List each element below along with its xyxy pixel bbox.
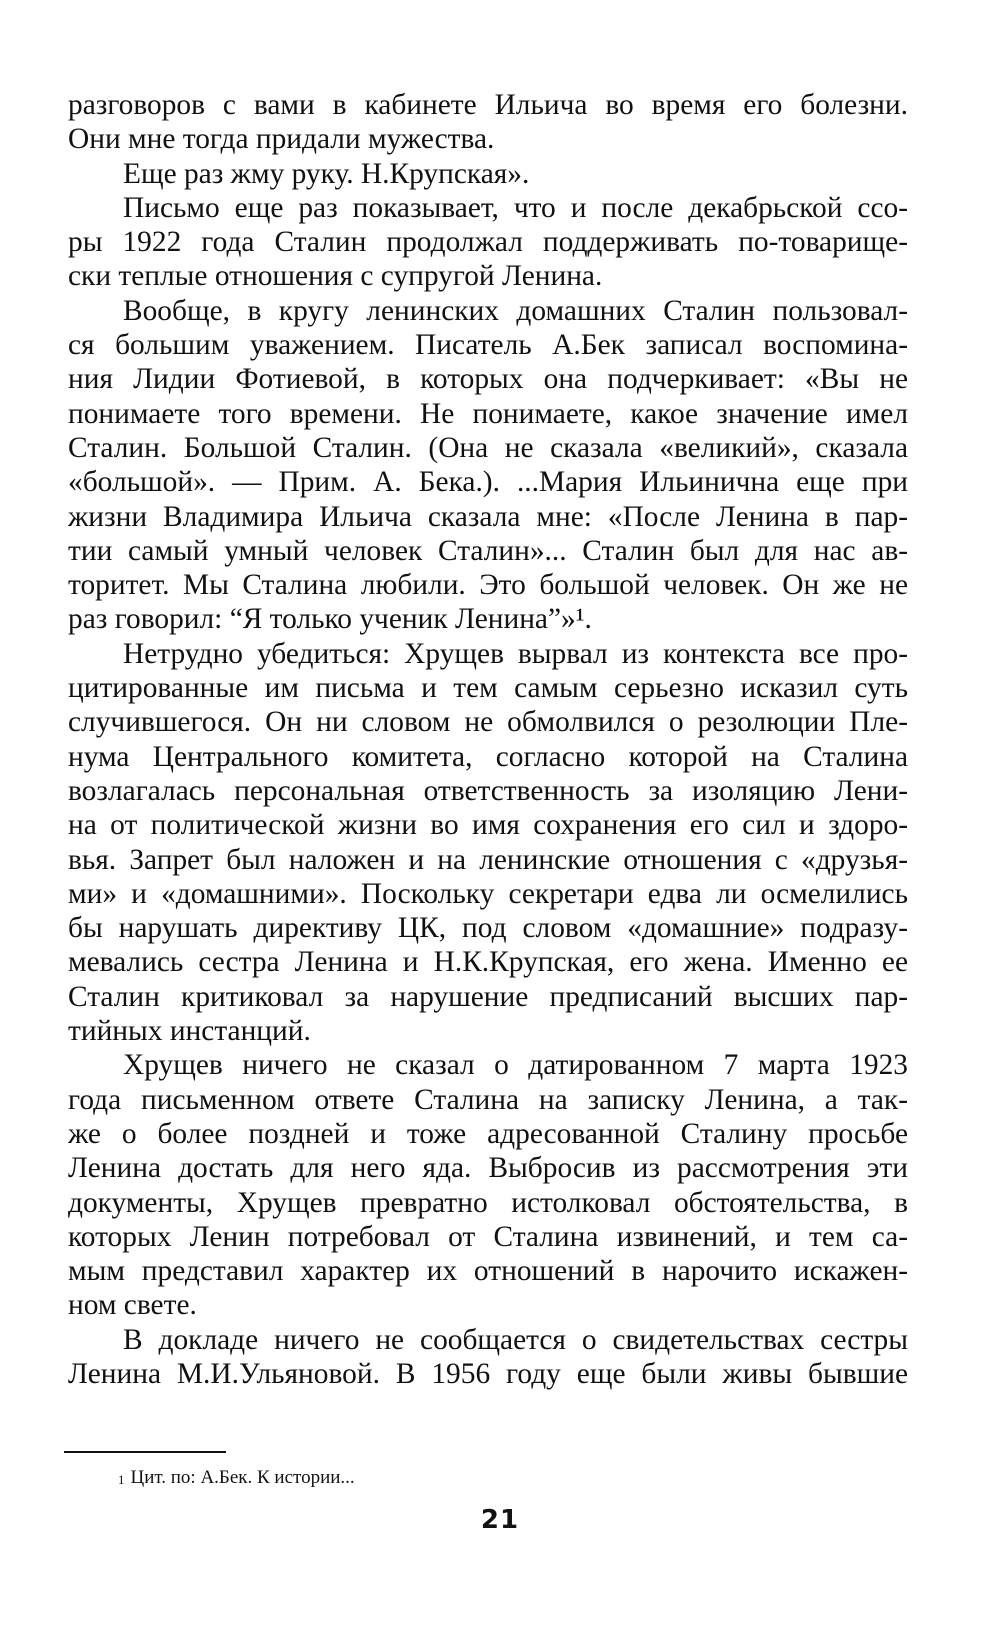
text-line: которых Ленин потребовал от Сталина извинений, и тем са-	[68, 1220, 908, 1253]
footnote-divider	[64, 1451, 226, 1453]
text-line: мым представил характер их отношений в нарочито искажен-	[68, 1255, 908, 1288]
page-number: 21	[480, 1505, 520, 1535]
text-line: Нетрудно убедиться: Хрущев вырвал из контекста все про-	[123, 637, 908, 670]
text-line: документы, Хрущев превратно истолковал обстоятельства, в	[68, 1186, 908, 1219]
text-line: тии самый умный человек Сталин»... Сталин был для нас ав-	[68, 534, 908, 567]
text-line: В докладе ничего не сообщается о свидетельствах сестры	[123, 1323, 908, 1356]
text-line: ся большим уважением. Писатель А.Бек записал воспомина-	[68, 329, 908, 362]
text-line: Еще раз жму руку. Н.Крупская».	[123, 157, 530, 190]
text-line: цитированные им письма и тем самым серьезно исказил суть	[68, 672, 908, 705]
text-line: Сталин. Большой Сталин. (Она не сказала «великий», сказала	[68, 431, 908, 464]
text-line: Вообще, в кругу ленинских домашних Сталин пользовал-	[123, 294, 908, 327]
text-line: ры 1922 года Сталин продолжал поддерживать по-товарище-	[68, 226, 908, 259]
text-line: «большой». — Прим. А. Бека.). ...Мария Ильинична еще при	[68, 466, 908, 499]
text-line: торитет. Мы Сталина любили. Это большой человек. Он же не	[68, 569, 908, 602]
text-line: Ленина М.И.Ульяновой. В 1956 году еще были живы бывшие	[68, 1357, 908, 1390]
text-line: жизни Владимира Ильича сказала мне: «После Ленина в пар-	[68, 500, 908, 533]
text-line: года письменном ответе Сталина на записку Ленина, а так-	[68, 1083, 908, 1116]
text-line: ски теплые отношения с супругой Ленина.	[68, 260, 603, 293]
text-line: случившегося. Он ни словом не обмолвился о резолюции Пле-	[68, 706, 908, 739]
text-line: тийных инстанций.	[68, 1015, 311, 1048]
footnote-text: Цит. по: А.Бек. К истории...	[130, 1467, 355, 1488]
text-line: бы нарушать директиву ЦК, под словом «домашние» подразу-	[68, 912, 908, 945]
text-line: ном свете.	[68, 1289, 197, 1322]
footnote-marker: 1	[118, 1472, 125, 1487]
text-line: Они мне тогда придали мужества.	[68, 123, 495, 156]
text-line: Ленина достать для него яда. Выбросив из рассмотрения эти	[68, 1152, 908, 1185]
text-line: же о более поздней и тоже адресованной Сталину просьбе	[68, 1117, 908, 1150]
text-line: вья. Запрет был наложен и на ленинские отношения с «друзья-	[68, 843, 908, 876]
text-line: на от политической жизни во имя сохранения его сил и здоро-	[68, 809, 908, 842]
text-line: Письмо еще раз показывает, что и после декабрьской ссо-	[123, 191, 908, 224]
text-line: мевались сестра Ленина и Н.К.Крупская, его жена. Именно ее	[68, 946, 908, 979]
text-line: Сталин критиковал за нарушение предписаний высших пар-	[68, 980, 908, 1013]
text-line: разговоров с вами в кабинете Ильича во время его болезни.	[68, 89, 908, 121]
text-line: нума Центрального комитета, согласно которой на Сталина	[68, 740, 908, 773]
text-line: раз говорил: “Я только ученик Ленина”»¹.	[68, 603, 592, 636]
text-line: понимаете того времени. Не понимаете, какое значение имел	[68, 397, 908, 430]
text-line: Хрущев ничего не сказал о датированном 7 марта 1923	[123, 1049, 908, 1082]
footnote	[118, 1465, 355, 1491]
text-line: ми» и «домашними». Поскольку секретари едва ли осмелились	[68, 877, 908, 910]
text-line: ния Лидии Фотиевой, в которых она подчеркивает: «Вы не	[68, 363, 908, 396]
body-text	[68, 88, 908, 1391]
text-line: возлагалась персональная ответственность за изоляцию Лени-	[68, 774, 908, 807]
